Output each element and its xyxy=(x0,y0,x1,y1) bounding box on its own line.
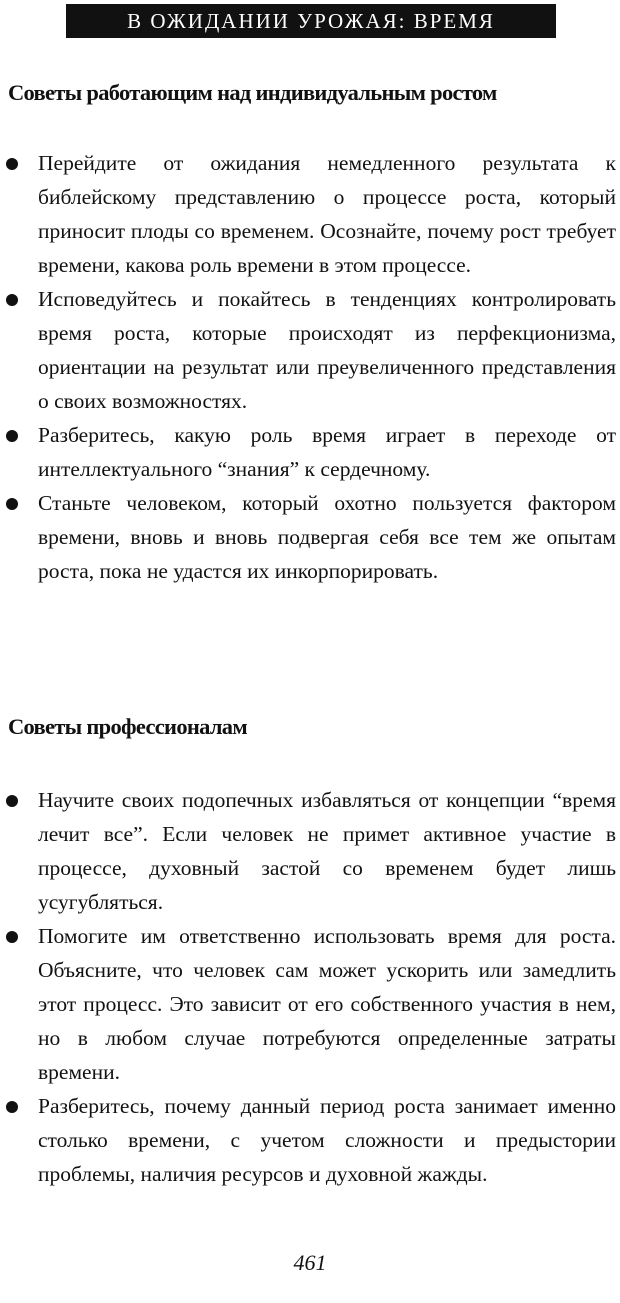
running-header-text: В ОЖИДАНИИ УРОЖАЯ: ВРЕМЯ xyxy=(127,8,495,33)
list-item-text: Станьте человеком, который охотно пользуется фактором времени, вновь и вновь подвергая себя все тем же опытам роста, пока не удастся их инкорпорировать. xyxy=(38,491,616,583)
list-item xyxy=(0,486,620,588)
running-header xyxy=(66,4,556,38)
tips-list-individual xyxy=(0,146,620,588)
bullet-icon xyxy=(6,158,18,170)
bullet-icon xyxy=(6,931,18,943)
list-item-text: Исповедуйтесь и покайтесь в тенденциях контролировать время роста, которые происходят из перфекционизма, ориентации на результат или преувеличенного представления о своих возможностях. xyxy=(38,287,616,413)
list-item xyxy=(0,1089,620,1191)
list-item xyxy=(0,146,620,282)
bullet-icon xyxy=(6,1101,18,1113)
section-title-individual-growth: Советы работающим над индивидуальным ростом xyxy=(8,80,497,105)
bullet-icon xyxy=(6,294,18,306)
list-item-text: Научите своих подопечных избавляться от концепции “время лечит все”. Если человек не примет активное участие в процессе, духовный застой со временем будет лишь усугубляться. xyxy=(38,788,616,914)
section-title-professionals: Советы профессионалам xyxy=(8,714,247,739)
bullet-icon xyxy=(6,498,18,510)
list-item xyxy=(0,919,620,1089)
list-item-text: Помогите им ответственно использовать время для роста. Объясните, что человек сам может ускорить или замедлить этот процесс. Это зависит от его собственного участия в нем, но в любом случае потребуются определенные затраты времени. xyxy=(38,924,616,1084)
list-item-text: Перейдите от ожидания немедленного результата к библейскому представлению о процессе роста, который приносит плоды со временем. Осознайте, почему рост требует времени, какова роль времени в этом процессе. xyxy=(38,151,616,277)
page-number: 461 xyxy=(293,1250,327,1275)
list-item xyxy=(0,418,620,486)
bullet-icon xyxy=(6,430,18,442)
list-item xyxy=(0,783,620,919)
bullet-icon xyxy=(6,795,18,807)
tips-list-professionals xyxy=(0,783,620,1191)
list-item-text: Разберитесь, почему данный период роста занимает именно столько времени, с учетом сложности и предыстории проблемы, наличия ресурсов и духовной жажды. xyxy=(38,1094,616,1186)
list-item xyxy=(0,282,620,418)
list-item-text: Разберитесь, какую роль время играет в переходе от интеллектуального “знания” к сердечному. xyxy=(38,423,616,481)
